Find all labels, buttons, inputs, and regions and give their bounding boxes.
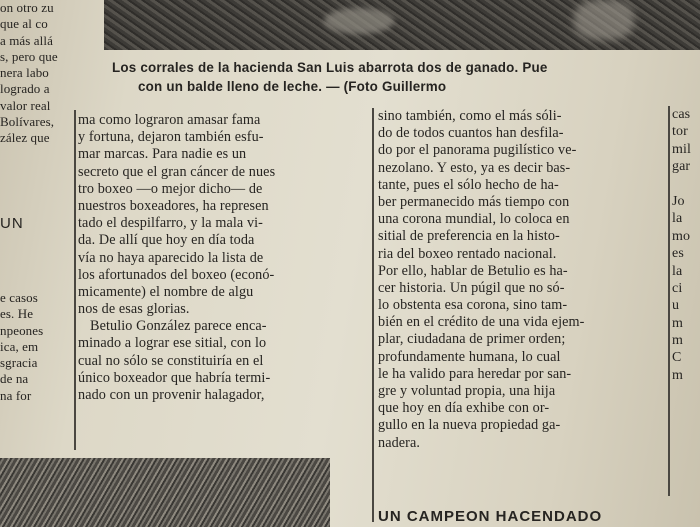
right-text-line: gar [672,159,691,175]
right-text-line: cas [672,107,691,122]
right-text-line: mil [672,141,691,157]
article-line: cer historia. Un púgil que no só- [378,279,565,296]
article-line: ma como lograron amasar fama [78,112,261,128]
right-text-line: tor [672,124,688,140]
article-line: cual no sólo se constituiría en el [78,352,264,369]
left-text-line: s, pero que [0,48,58,64]
top-photo [104,0,700,50]
left-text-line: a más allá [0,32,53,48]
article-line: ber permanecido más tiempo con [378,193,570,210]
right-text-line: u [672,298,680,314]
right-text-line: es [672,246,684,262]
article-line: sitial de preferencia en la histo- [378,228,560,245]
right-text-line: m [672,333,683,349]
right-text-line: la [672,263,683,279]
article-line: nuestros boxeadores, ha represen [78,197,269,214]
left-section-heading: UN [0,215,24,232]
left-text-line: ica, em [0,338,39,354]
article-line: da. De allí que hoy en día toda [78,232,255,249]
article-line: bién en el crédito de una vida ejem- [378,314,585,331]
article-line: una corona mundial, lo coloca en [378,211,570,228]
section-heading: UN CAMPEON HACENDADO [378,508,603,525]
article-line: gullo en la nueva propiedad ga- [378,417,561,434]
article-line: le ha valido para heredar por san- [378,365,572,382]
left-text-line: que al co [0,16,48,32]
caption-line: con un balde lleno de leche. — (Foto Guillermo [138,79,447,94]
left-text-line: na for [0,387,32,403]
right-edge-column [672,106,700,384]
article-line: que hoy en día exhibe con or- [378,400,550,417]
article-column-2 [378,108,668,452]
article-line: Betulio González parece enca- [90,318,267,335]
article-line: do de todos cuantos han desfila- [378,125,564,142]
left-text-line: logrado a [0,81,50,97]
left-text-line: zález que [0,130,50,146]
left-text-line: e casos [0,290,38,305]
article-line: Por ello, hablar de Betulio es ha- [378,262,568,279]
left-text-line: de na [0,371,29,387]
caption-line: Los corrales de la hacienda San Luis abarrota dos de ganado. Pue [112,60,548,75]
article-line: nos de esas glorias. [78,301,190,318]
left-text-line: valor real [0,97,51,113]
right-text-line: C [672,350,682,366]
article-line: tante, pues el sólo hecho de ha- [378,176,559,193]
right-text-line: Jo [672,193,685,209]
right-text-line [672,176,700,193]
article-line: y fortuna, dejaron también esfu- [78,129,264,146]
left-text-line: nera labo [0,65,49,81]
column-rule [668,106,670,496]
right-text-line: m [672,315,683,331]
article-line: vía no haya aparecido la lista de [78,249,264,266]
article-line: secreto que el gran cáncer de nues [78,163,276,180]
column-rule [372,108,374,522]
left-text-line: npeones [0,322,44,338]
article-line: gre y voluntad propia, una hija [378,383,556,399]
photo-caption [112,58,700,96]
article-line: nezolano. Y esto, ya es decir bas- [378,159,571,176]
right-text-line: ci [672,280,683,296]
article-line: sino también, como el más sóli- [378,108,562,124]
right-text-line: mo [672,228,691,244]
article-line: tado el despilfarro, y la mala vi- [78,215,264,232]
article-line: mar marcas. Para nadie es un [78,146,247,163]
article-line: nadera. [378,434,421,451]
article-line: profundamente humana, lo cual [378,348,561,365]
article-line: ria del boxeo rentado nacional. [378,245,557,262]
article-line: los afortunados del boxeo (econó- [78,266,275,283]
article-line: micamente) el nombre de algu [78,283,254,300]
left-text-line: sgracia [0,355,38,371]
article-line: tro boxeo —o mejor dicho— de [78,180,263,197]
article-line: lo obstenta esa corona, sino tam- [378,297,568,314]
article-line: único boxeador que habría termi- [78,369,271,386]
bottom-photo [0,458,330,527]
article-line: plar, ciudadana de primer orden; [378,331,566,348]
right-text-line: m [672,367,683,383]
article-line: nado con un provenir halagador, [78,387,265,403]
article-line: minado a lograr ese sitial, con lo [78,335,267,352]
column-rule [74,110,76,450]
article-column-1 [78,112,368,404]
left-text-line: es. He [0,306,34,322]
left-text-line: on otro zu [0,0,54,15]
right-text-line: la [672,211,683,227]
left-text-line: Bolívares, [0,114,55,130]
article-line: do por el panorama pugilístico ve- [378,142,577,159]
